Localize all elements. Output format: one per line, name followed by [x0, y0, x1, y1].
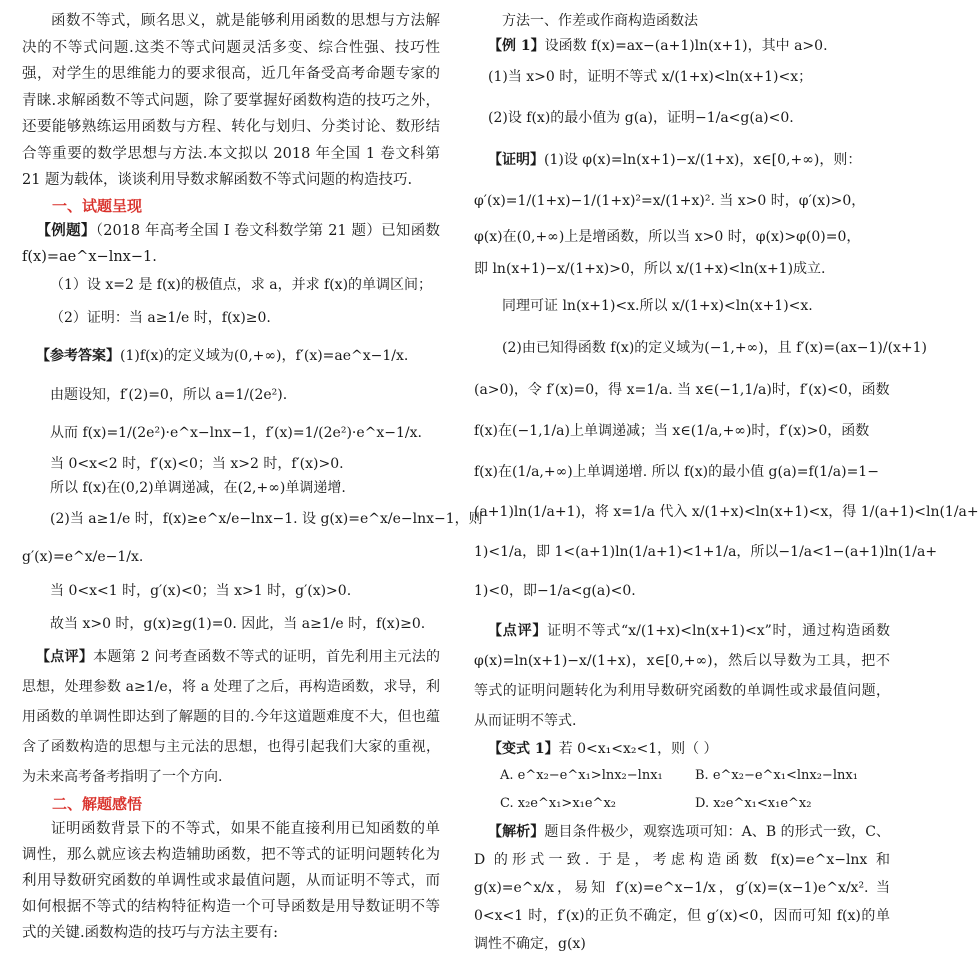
example1-line	[474, 34, 890, 58]
proof-line-8: f(x)在(−1,1/a)上单调递减；当 x∈(1/a,+∞)时，f′(x)>0，函数	[474, 423, 870, 439]
answer-line-2: 由题设知，f′(2)=0，所以 a=1/(2e²).	[50, 386, 288, 403]
answer-line-9: 故当 x>0 时，g(x)≥g(1)=0. 因此，当 a≥1/e 时，f(x)≥0.	[50, 615, 426, 632]
question-2: （2）证明：当 a≥1/e 时，f(x)≥0.	[50, 309, 271, 326]
example1-text: 设函数 f(x)=ax−(a+1)ln(x+1)，其中 a>0.	[544, 38, 828, 54]
answer-line-6: (2)当 a≥1/e 时，f(x)≥e^x/e−lnx−1. 设 g(x)=e^x/e−lnx−1，则	[50, 510, 483, 527]
example-problem	[22, 218, 440, 270]
example1-tag: 【例 1】	[488, 38, 545, 54]
proof-text-1: (1)设 φ(x)=ln(x+1)−x/(1+x)，x∈[0,+∞)，则：	[544, 152, 862, 168]
answer-tag: 【参考答案】	[36, 347, 120, 364]
proof-line-4: 即 ln(x+1)−x/(1+x)>0，所以 x/(1+x)<ln(x+1)成立.	[474, 261, 826, 277]
proof-line-5: 同理可证 ln(x+1)<x.所以 x/(1+x)<ln(x+1)<x.	[502, 298, 813, 314]
variant-tag: 【变式 1】	[488, 741, 559, 757]
option-a[interactable]: A. e^x₂−e^x₁>lnx₂−lnx₁	[500, 768, 663, 783]
example1-question-2: (2)设 f(x)的最小值为 g(a)，证明−1/a<g(a)<0.	[488, 110, 794, 126]
answer-line-4: 当 0<x<2 时，f′(x)<0；当 x>2 时，f′(x)>0.	[50, 455, 344, 472]
reflection-paragraph: 证明函数背景下的不等式，如果不能直接利用已知函数的单调性，那么就应该去构造辅助函数，把不等式的证明问题转化为利用导数研究函数的单调性或求最值问题，从而证明不等式，而如何根据不等式的结构特征构造一个可导函数是用导数证明不等式的关键.函数构造的技巧与方法主要有:	[22, 820, 440, 941]
variant-line	[474, 736, 890, 762]
section-heading-1: 一、试题呈现	[52, 196, 143, 215]
comment-tag: 【点评】	[36, 648, 94, 665]
proof-line-3: φ(x)在(0,+∞)上是增函数，所以当 x>0 时，φ(x)>φ(0)=0，	[474, 229, 861, 245]
solution-tag: 【解析】	[488, 824, 545, 840]
answer-line-8: 当 0<x<1 时，g′(x)<0；当 x>1 时，g′(x)>0.	[50, 582, 352, 599]
answer-line-1	[22, 336, 440, 376]
answer-line-3: 从而 f(x)=1/(2e²)·e^x−lnx−1，f′(x)=1/(2e²)·e^x−1/x.	[50, 424, 422, 441]
method-title: 方法一、作差或作商构造函数法	[502, 13, 698, 29]
option-b[interactable]: B. e^x₂−e^x₁<lnx₂−lnx₁	[695, 768, 858, 783]
proof-line-9: f(x)在(1/a,+∞)上单调递增. 所以 f(x)的最小值 g(a)=f(1/a)=1−	[474, 464, 879, 480]
options-row-1	[474, 762, 890, 790]
options-row-2	[474, 790, 890, 818]
section-heading-2: 二、解题感悟	[52, 794, 143, 813]
question-1: （1）设 x=2 是 f(x)的极值点，求 a，并求 f(x)的单调区间；	[50, 276, 433, 293]
comment-paragraph	[22, 642, 440, 792]
right-comment-paragraph	[474, 616, 890, 736]
example1-question-1: (1)当 x>0 时，证明不等式 x/(1+x)<ln(x+1)<x；	[488, 69, 813, 85]
right-column	[474, 8, 979, 958]
proof-line-7: (a>0)，令 f′(x)=0，得 x=1/a. 当 x∈(−1,1/a)时，f′(x)<0，函数	[474, 382, 890, 398]
proof-line-2: φ′(x)=1/(1+x)−1/(1+x)²=x/(1+x)². 当 x>0 时，φ′(x)>0，	[474, 193, 866, 209]
right-comment-text: 证明不等式“x/(1+x)<ln(x+1)<x”时，通过构造函数 φ(x)=ln(x+1)−x/(1+x)，x∈[0,+∞)，然后以导数为工具，把不等式的证明问题转化为利用导数研究函数的单调性或求最值问题，从而证明不等式.	[474, 623, 890, 729]
answer-line-5: 所以 f(x)在(0,2)单调递减，在(2,+∞)单调递增.	[50, 479, 346, 496]
solution-paragraph	[474, 818, 890, 958]
option-d[interactable]: D. x₂e^x₁<x₁e^x₂	[695, 796, 812, 811]
proof-line-6: (2)由已知得函数 f(x)的定义域为(−1,+∞)，且 f′(x)=(ax−1)/(x+1)	[502, 340, 928, 356]
variant-text: 若 0<x₁<x₂<1，则（ ）	[558, 741, 718, 757]
proof-tag: 【证明】	[488, 152, 544, 168]
example-text: （2018 年高考全国 I 卷文科数学第 21 题）已知函数 f(x)=ae^x−lnx−1.	[22, 222, 441, 265]
intro-paragraph: 函数不等式，顾名思义，就是能够利用函数的思想与方法解决的不等式问题.这类不等式问题灵活多变、综合性强、技巧性强，对学生的思维能力的要求很高，近几年备受高考命题专家的青睐.求解函数不等式问题，除了要掌握好函数构造的技巧之外，还要能够熟练运用函数与方程、转化与划归、分类讨论、数形结合等重要的数学思想与方法.本文拟以 2018 年全国 1 卷文科第 21 题为载体，谈谈利用导数求解函数不等式问题的构造技巧.	[22, 13, 440, 188]
proof-line-11: 1)<1/a，即 1<(a+1)ln(1/a+1)<1+1/a，所以−1/a<1−(a+1)ln(1/a+	[474, 544, 938, 560]
left-column	[22, 8, 483, 946]
comment-text: 本题第 2 问考查函数不等式的证明，首先利用主元法的思想，处理参数 a≥1/e，将 a 处理了之后，再构造函数，求导，利用函数的单调性即达到了解题的目的.今年这道题难度不大，但也蕴含了函数构造的思想与主元法的思想，也得引起我们大家的重视，为未来高考备考指明了一个方向.	[22, 648, 440, 785]
option-c[interactable]: C. x₂e^x₁>x₁e^x₂	[500, 796, 616, 811]
solution-text: 题目条件极少，观察选项可知：A、B 的形式一致，C、D 的形式一致. 于是，考虑构造函数 f(x)=e^x−lnx 和 g(x)=e^x/x，易知 f′(x)=e^x−1/x，g′(x)=(x−1)e^x/x². 当 0<x<1 时，f′(x)的正负不确定，但 g′(x)<0，因而可知 f(x)的单调性不确定，g(x)	[474, 824, 891, 952]
right-comment-tag: 【点评】	[488, 623, 548, 639]
answer-line-7: g′(x)=e^x/e−1/x.	[22, 548, 144, 565]
answer-text-1: (1)f(x)的定义域为(0,+∞)，f′(x)=ae^x−1/x.	[120, 347, 409, 364]
example-tag: 【例题】	[36, 221, 96, 239]
proof-line-10: (a+1)ln(1/a+1)，将 x=1/a 代入 x/(1+x)<ln(x+1)<x，得 1/(a+1)<ln(1/a+	[474, 504, 979, 520]
proof-line-1	[474, 140, 890, 180]
proof-line-12: 1)<0，即−1/a<g(a)<0.	[474, 583, 636, 599]
